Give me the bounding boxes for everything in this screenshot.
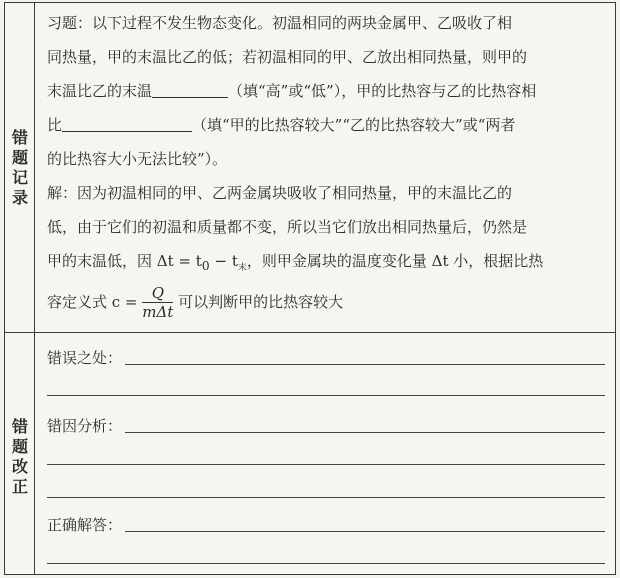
question-text: （填“高”或“低”），甲的比热容与乙的比热容相: [228, 82, 537, 100]
section-divider: [5, 332, 615, 333]
answer-blank-2[interactable]: [62, 116, 192, 132]
label-char: 错: [11, 128, 28, 147]
question-line-4: [47, 114, 515, 135]
subscript: 末: [237, 263, 247, 273]
solution-line-4: [47, 285, 343, 321]
worksheet-table: [4, 2, 616, 575]
correction-section-label: [5, 417, 35, 497]
fraction-denominator: mΔt: [142, 303, 174, 321]
error-cause-line[interactable]: [125, 432, 605, 433]
question-text: （填“甲的比热容较大”“乙的比热容较大”或“两者: [192, 116, 516, 134]
question-line-1: 习题：以下过程不发生物态变化。初温相同的两块金属甲、乙吸收了相: [47, 14, 513, 32]
label-char: 题: [11, 437, 28, 456]
error-location-label: 错误之处：: [47, 349, 123, 367]
error-cause-line-3[interactable]: [47, 497, 605, 498]
label-char: 录: [11, 188, 28, 207]
question-line-2: 同热量，甲的末温比乙的低；若初温相同的甲、乙放出相同热量，则甲的: [47, 48, 528, 66]
solution-text: 容定义式 c =: [47, 293, 138, 311]
fraction-numerator: Q: [142, 285, 173, 303]
label-char: 题: [11, 148, 28, 167]
solution-text: 甲的末温低，因 Δt = t: [47, 252, 202, 270]
question-line-3: [47, 80, 536, 101]
solution-line-1: 解：因为初温相同的甲、乙两金属块吸收了相同热量，甲的末温比乙的: [47, 184, 513, 202]
solution-line-3: [47, 250, 543, 273]
question-line-5: 的比热容大小无法比较”）。: [47, 150, 228, 168]
answer-blank-1[interactable]: [152, 82, 228, 98]
subscript: 0: [201, 258, 210, 273]
error-cause-line-2[interactable]: [47, 464, 605, 465]
error-location-line-2[interactable]: [47, 395, 605, 396]
label-char: 错: [11, 417, 28, 436]
question-text: 末温比乙的末温: [47, 82, 153, 100]
record-section-label: [5, 128, 35, 208]
correct-answer-label: 正确解答：: [47, 516, 123, 534]
solution-line-2: 低，由于它们的初温和质量都不变，所以当它们放出相同热量后，仍然是: [47, 218, 528, 236]
error-cause-label: 错因分析：: [47, 417, 123, 435]
solution-text: 可以判断甲的比热容较大: [178, 293, 344, 311]
correct-answer-line-2[interactable]: [47, 563, 605, 564]
correct-answer-line[interactable]: [125, 531, 605, 532]
label-char: 改: [11, 457, 28, 476]
label-char: 正: [11, 477, 28, 496]
question-text: 比: [47, 116, 63, 134]
label-char: 记: [11, 168, 28, 187]
specific-heat-fraction: [142, 285, 173, 321]
error-location-line[interactable]: [125, 364, 605, 365]
solution-text: − t: [209, 252, 238, 270]
solution-text: ，则甲金属块的温度变化量 Δt 小，根据比热: [246, 252, 544, 270]
